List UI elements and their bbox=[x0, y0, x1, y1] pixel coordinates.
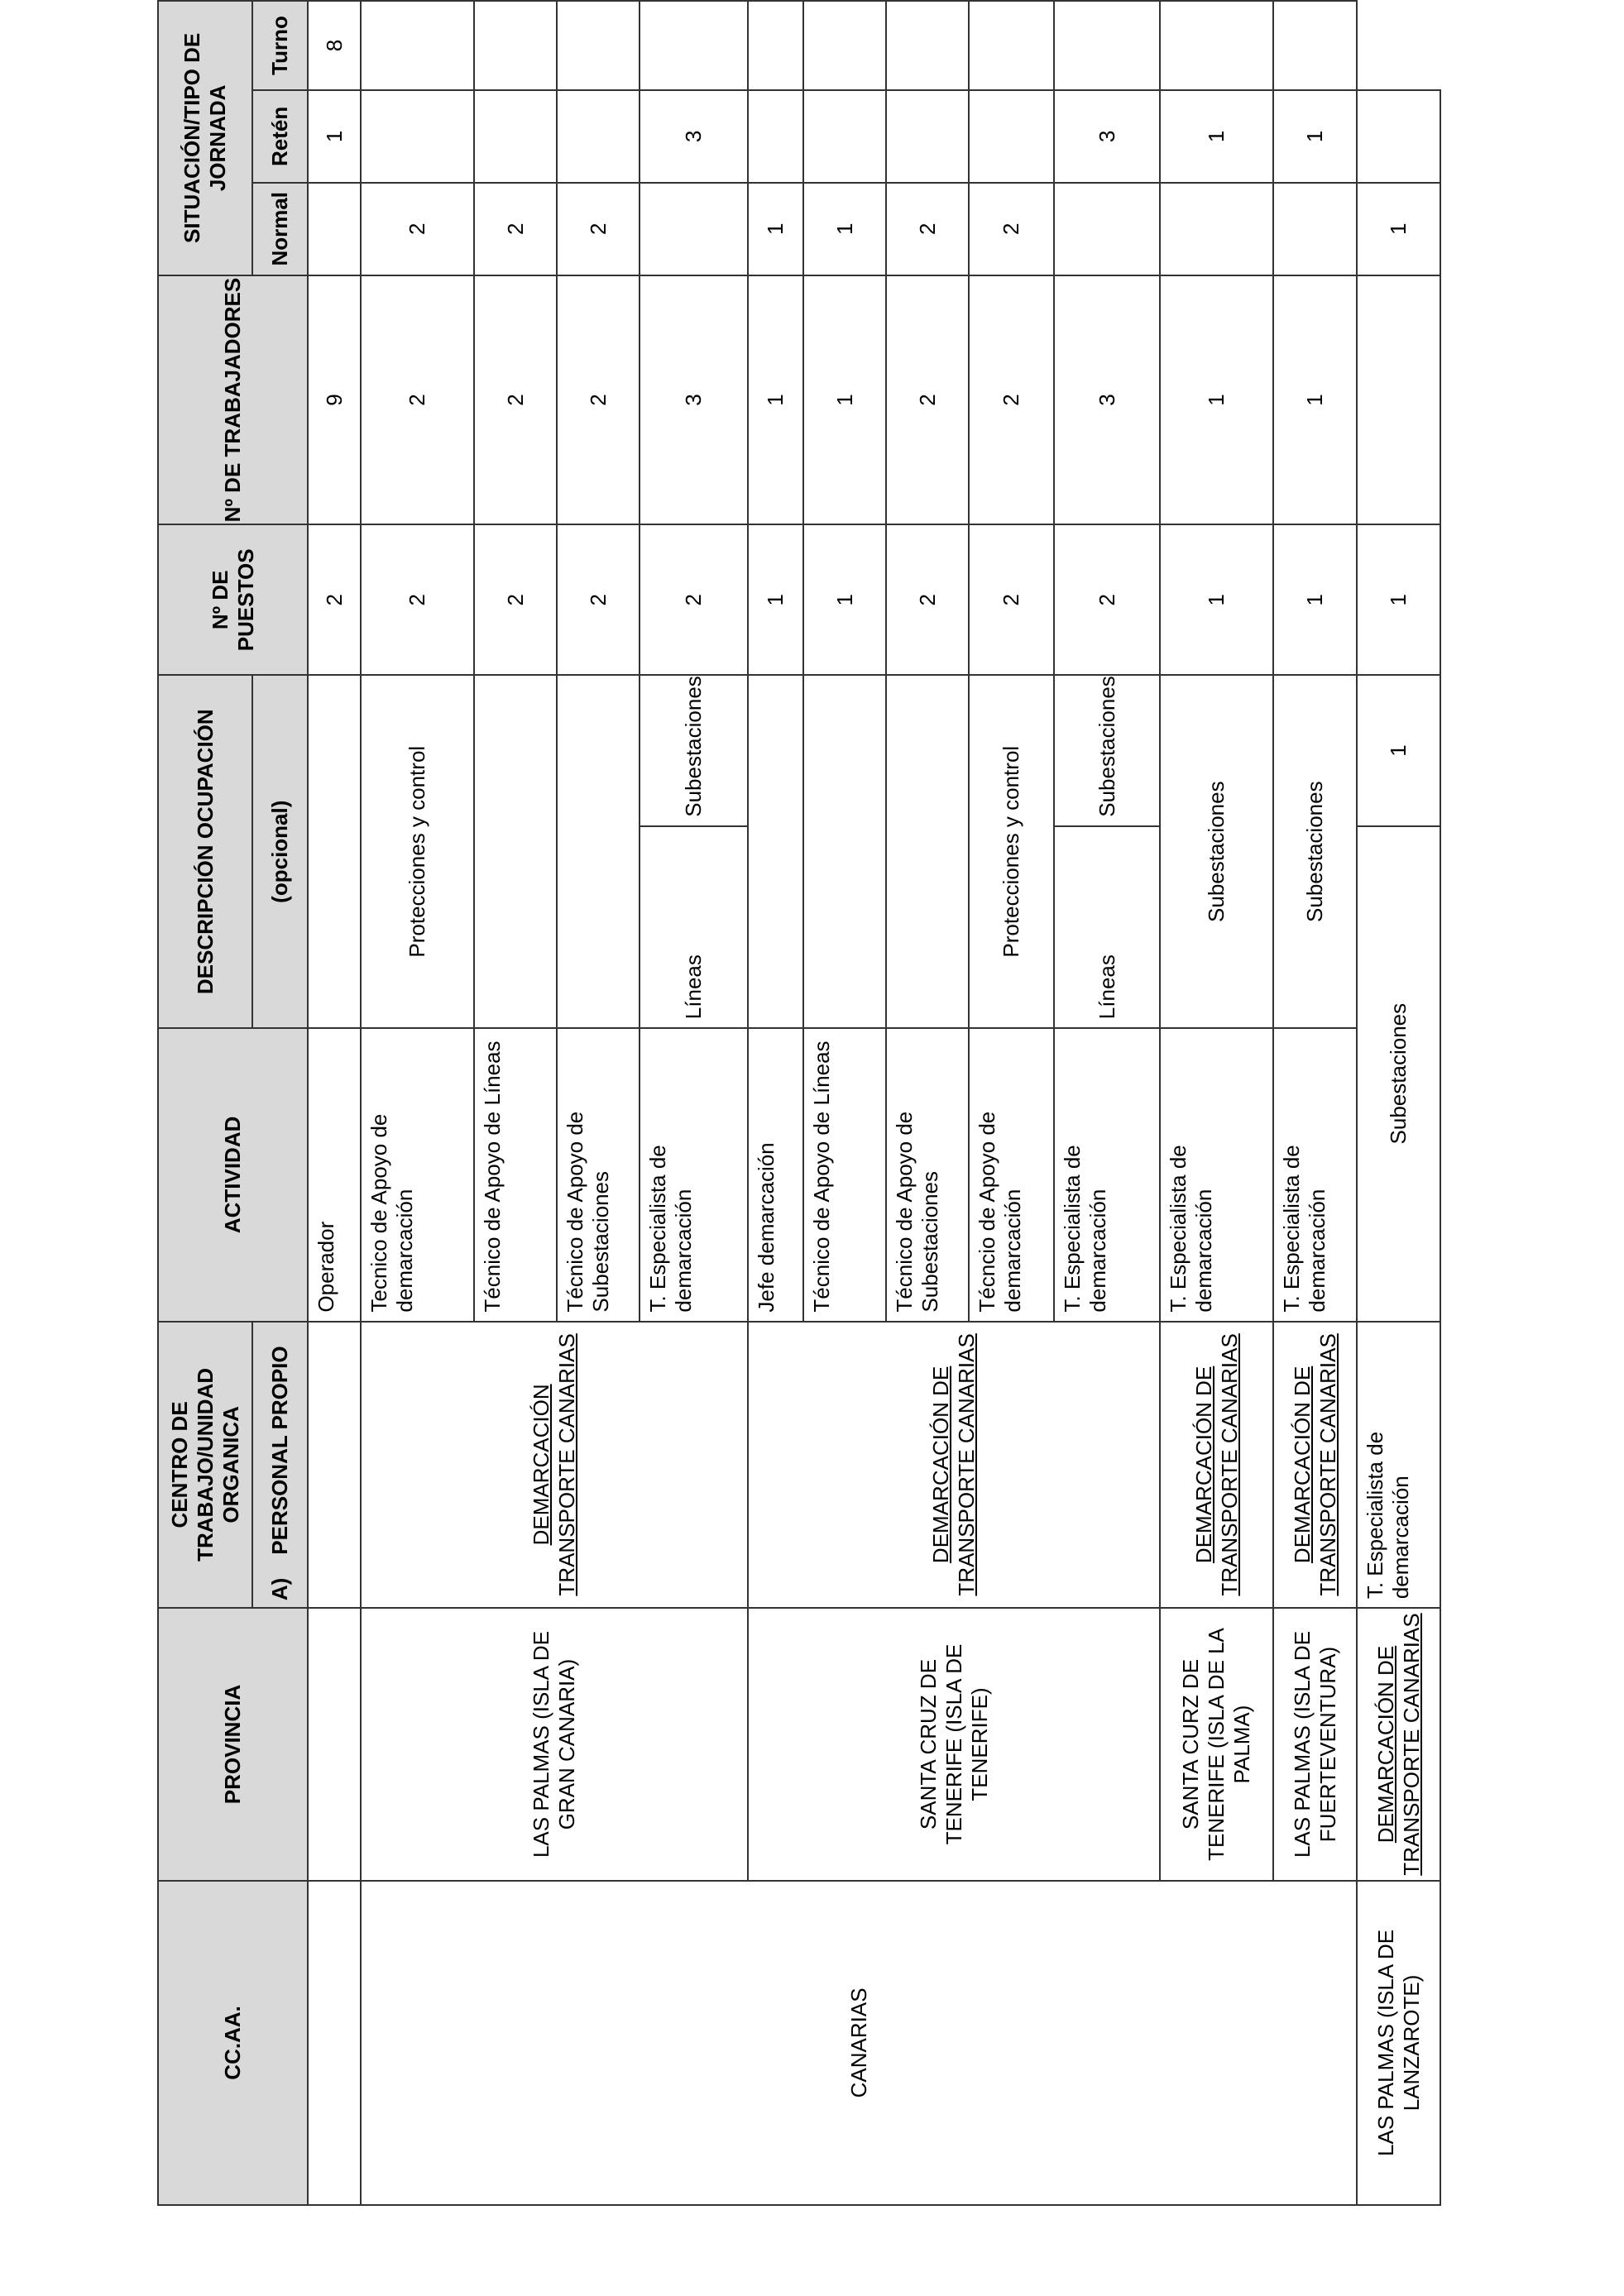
puestos-cell: 2 bbox=[474, 524, 557, 675]
header-descripcion: DESCRIPCIÓN OCUPACIÓN bbox=[158, 675, 252, 1028]
actividad-cell: T. Especialista de demarcación bbox=[1160, 1028, 1273, 1321]
puestos-cell: 1 bbox=[1160, 524, 1273, 675]
header-provincia: PROVINCIA bbox=[158, 1608, 308, 1881]
turno-cell bbox=[1160, 1, 1273, 90]
header-section bbox=[252, 1322, 308, 1609]
reten-cell bbox=[886, 90, 969, 183]
ccaa-cell: CANARIAS bbox=[361, 1881, 1357, 2205]
turno-cell: 8 bbox=[308, 1, 361, 90]
puestos-cell: 2 bbox=[640, 524, 748, 675]
normal-cell bbox=[640, 183, 748, 275]
actividad-cell: Operador bbox=[308, 1028, 361, 1321]
normal-cell: 1 bbox=[748, 183, 803, 275]
normal-cell: 2 bbox=[886, 183, 969, 275]
descripcion-cell bbox=[748, 675, 803, 1028]
puestos-cell: 1 bbox=[803, 524, 886, 675]
descripcion-cell bbox=[474, 675, 557, 1028]
reten-cell: 1 bbox=[1273, 90, 1357, 183]
puestos-cell: 1 bbox=[748, 524, 803, 675]
header-turno: Turno bbox=[252, 1, 308, 90]
turno-cell bbox=[474, 1, 557, 90]
reten-cell: 3 bbox=[640, 90, 748, 183]
centro-cell: DEMARCACIÓN DE TRANSPORTE CANARIAS bbox=[748, 1322, 1160, 1609]
trabajadores-cell: 2 bbox=[474, 275, 557, 525]
descripcion-cell bbox=[803, 675, 886, 1028]
descripcion-subestaciones-cell: Subestaciones bbox=[1054, 675, 1160, 826]
reten-cell: 3 bbox=[1054, 90, 1160, 183]
section-label: PERSONAL PROPIO bbox=[267, 1346, 292, 1555]
descripcion-cell: Subestaciones bbox=[1273, 675, 1357, 1028]
normal-cell: 2 bbox=[361, 183, 474, 275]
puestos-cell: 2 bbox=[557, 524, 640, 675]
trabajadores-cell: 2 bbox=[361, 275, 474, 525]
trabajadores-cell: 2 bbox=[557, 275, 640, 525]
actividad-cell: Técncio de Apoyo de demarcación bbox=[969, 1028, 1054, 1321]
descripcion-subestaciones-cell: Subestaciones bbox=[640, 675, 748, 826]
reten-cell: 1 bbox=[308, 90, 361, 183]
normal-cell: 2 bbox=[969, 183, 1054, 275]
reten-cell bbox=[361, 90, 474, 183]
puestos-cell: 2 bbox=[969, 524, 1054, 675]
turno-cell bbox=[969, 1, 1054, 90]
trabajadores-cell: 3 bbox=[1054, 275, 1160, 525]
centro-cell: DEMARCACIÓN TRANSPORTE CANARIAS bbox=[361, 1322, 748, 1609]
blank-cell bbox=[308, 1881, 361, 2205]
blank-cell bbox=[308, 1322, 361, 1609]
puestos-cell: 1 bbox=[1273, 524, 1357, 675]
turno-cell bbox=[1273, 1, 1357, 90]
centro-cell: DEMARCACIÓN DE TRANSPORTE CANARIAS bbox=[1357, 1608, 1440, 1881]
puestos-cell: 2 bbox=[886, 524, 969, 675]
turno-cell bbox=[1357, 90, 1440, 183]
trabajadores-cell: 2 bbox=[969, 275, 1054, 525]
provincia-cell: SANTA CURZ DE TENERIFE (ISLA DE LA PALMA) bbox=[1160, 1608, 1273, 1881]
actividad-cell: Técnico de Apoyo de Líneas bbox=[803, 1028, 886, 1321]
actividad-cell: Técnico de Apoyo de Líneas bbox=[474, 1028, 557, 1321]
provincia-cell: LAS PALMAS (ISLA DE LANZAROTE) bbox=[1357, 1881, 1440, 2205]
turno-cell bbox=[748, 1, 803, 90]
trabajadores-cell: 1 bbox=[1273, 275, 1357, 525]
turno-cell bbox=[640, 1, 748, 90]
normal-cell bbox=[1273, 183, 1357, 275]
table-row bbox=[1273, 1, 1357, 2205]
actividad-cell: Jefe demarcación bbox=[748, 1028, 803, 1321]
header-puestos: Nº DE PUESTOS bbox=[158, 524, 308, 675]
trabajadores-cell: 2 bbox=[886, 275, 969, 525]
header-centro: CENTRO DE TRABAJO/UNIDAD ORGANICA bbox=[158, 1322, 252, 1609]
normal-cell: 2 bbox=[474, 183, 557, 275]
header-actividad: ACTIVIDAD bbox=[158, 1028, 308, 1321]
reten-cell bbox=[748, 90, 803, 183]
puestos-cell: 2 bbox=[1054, 524, 1160, 675]
normal-cell bbox=[1160, 183, 1273, 275]
reten-cell: 1 bbox=[1357, 183, 1440, 275]
normal-cell bbox=[1357, 275, 1440, 525]
actividad-cell: Técnico de Apoyo de Subestaciones bbox=[886, 1028, 969, 1321]
actividad-cell: T. Especialista de demarcación bbox=[640, 1028, 748, 1321]
normal-cell bbox=[1054, 183, 1160, 275]
centro-cell: DEMARCACIÓN DE TRANSPORTE CANARIAS bbox=[1273, 1322, 1357, 1609]
provincia-cell: LAS PALMAS (ISLA DE GRAN CANARIA) bbox=[361, 1608, 748, 1881]
puestos-cell: 2 bbox=[361, 524, 474, 675]
provincia-cell: LAS PALMAS (ISLA DE FUERTEVENTURA) bbox=[1273, 1608, 1357, 1881]
actividad-cell: T. Especialista de demarcación bbox=[1054, 1028, 1160, 1321]
normal-cell: 1 bbox=[803, 183, 886, 275]
normal-cell: 2 bbox=[557, 183, 640, 275]
header-reten: Retén bbox=[252, 90, 308, 183]
blank-cell bbox=[308, 1608, 361, 1881]
descripcion-cell: Protecciones y control bbox=[361, 675, 474, 1028]
table-row bbox=[1357, 1, 1440, 2205]
header-opcional: (opcional) bbox=[252, 675, 308, 1028]
trabajadores-cell: 1 bbox=[803, 275, 886, 525]
trabajadores-cell: 3 bbox=[640, 275, 748, 525]
normal-cell bbox=[308, 183, 361, 275]
reten-cell: 1 bbox=[1160, 90, 1273, 183]
descripcion-lineas-cell: Líneas bbox=[640, 826, 748, 1028]
puestos-cell: 2 bbox=[308, 524, 361, 675]
turno-cell bbox=[1054, 1, 1160, 90]
header-row bbox=[158, 1, 252, 2205]
turno-cell bbox=[886, 1, 969, 90]
descripcion-cell bbox=[308, 675, 361, 1028]
turno-cell bbox=[361, 1, 474, 90]
centro-cell: DEMARCACIÓN DE TRANSPORTE CANARIAS bbox=[1160, 1322, 1273, 1609]
actividad-cell: T. Especialista de demarcación bbox=[1273, 1028, 1357, 1321]
trabajadores-cell: 1 bbox=[1160, 275, 1273, 525]
staffing-table bbox=[157, 0, 1441, 2206]
header-normal: Normal bbox=[252, 183, 308, 275]
trabajadores-cell: 1 bbox=[1357, 524, 1440, 675]
trabajadores-cell: 9 bbox=[308, 275, 361, 525]
header-situacion: SITUACIÓN/TIPO DE JORNADA bbox=[158, 1, 252, 275]
table-row bbox=[361, 1, 474, 2205]
table-row bbox=[1160, 1, 1273, 2205]
provincia-cell: SANTA CRUZ DE TENERIFE (ISLA DE TENERIFE) bbox=[748, 1608, 1160, 1881]
table-row bbox=[748, 1, 803, 2205]
actividad-cell: T. Especialista de demarcación bbox=[1357, 1322, 1440, 1609]
reten-cell bbox=[969, 90, 1054, 183]
reten-cell bbox=[803, 90, 886, 183]
descripcion-lineas-cell: Líneas bbox=[1054, 826, 1160, 1028]
descripcion-cell: Subestaciones bbox=[1160, 675, 1273, 1028]
trabajadores-cell: 1 bbox=[748, 275, 803, 525]
descripcion-cell bbox=[557, 675, 640, 1028]
actividad-cell: Tecnico de Apoyo de demarcación bbox=[361, 1028, 474, 1321]
section-letter: A) bbox=[267, 1577, 292, 1601]
descripcion-cell bbox=[886, 675, 969, 1028]
descripcion-cell: Protecciones y control bbox=[969, 675, 1054, 1028]
header-trabajadores: Nº DE TRABAJADORES bbox=[158, 275, 308, 525]
turno-cell bbox=[803, 1, 886, 90]
turno-cell bbox=[557, 1, 640, 90]
header-ccaa: CC.AA. bbox=[158, 1881, 308, 2205]
descripcion-cell: Subestaciones bbox=[1357, 826, 1440, 1322]
puestos-cell: 1 bbox=[1357, 675, 1440, 826]
reten-cell bbox=[557, 90, 640, 183]
table-row bbox=[308, 1, 361, 2205]
reten-cell bbox=[474, 90, 557, 183]
actividad-cell: Técnico de Apoyo de Subestaciones bbox=[557, 1028, 640, 1321]
